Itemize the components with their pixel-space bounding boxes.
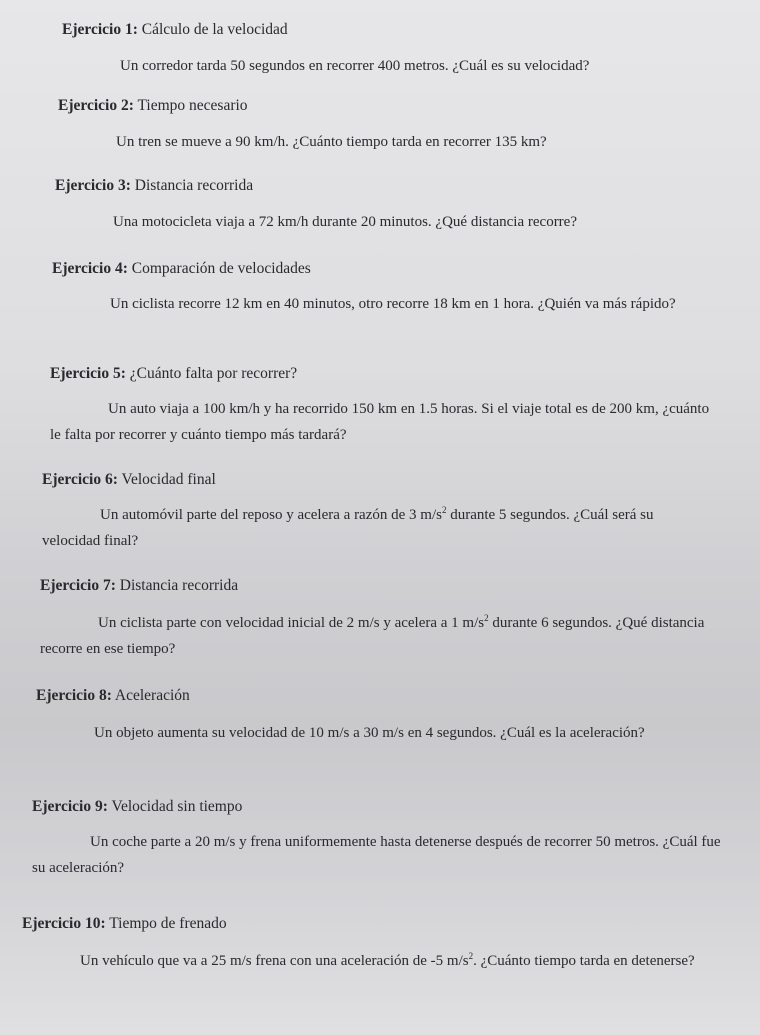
exercise-label: Ejercicio 1:: [62, 21, 138, 38]
exercise-statement: [40, 610, 710, 662]
exercise-label: Ejercicio 10:: [22, 915, 106, 932]
exercise-3: [55, 176, 715, 235]
exercise-title: Tiempo de frenado: [109, 915, 227, 932]
exercise-title: Tiempo necesario: [137, 97, 248, 114]
exercise-statement: Una motocicleta viaja a 72 km/h durante 20 minutos. ¿Qué distancia recorre?: [113, 214, 577, 230]
exercise-10: [22, 914, 732, 974]
exercise-statement: Un objeto aumenta su velocidad de 10 m/s a 30 m/s en 4 segundos. ¿Cuál es la aceleración?: [94, 725, 645, 741]
exercise-heading: [32, 797, 722, 817]
exercise-7: [40, 576, 710, 662]
exponent: 2: [441, 505, 447, 515]
exercise-label: Ejercicio 2:: [58, 97, 134, 114]
exercise-heading: [55, 176, 715, 196]
exercise-6: [42, 470, 707, 554]
statement-text: Un automóvil parte del reposo y acelera a razón de 3 m/s: [100, 507, 442, 523]
statement-text: durante 5 segundos. ¿Cuál será su velocidad final?: [42, 507, 654, 549]
exercise-heading: [62, 20, 712, 40]
exercise-title: Velocidad sin tiempo: [111, 798, 243, 815]
exercise-label: Ejercicio 9:: [32, 798, 108, 815]
exercise-heading: [52, 259, 702, 279]
exercise-5: [50, 364, 712, 448]
exercise-title: Cálculo de la velocidad: [141, 21, 288, 38]
exercise-title: ¿Cuánto falta por recorrer?: [129, 365, 298, 382]
exercise-title: Distancia recorrida: [134, 177, 254, 194]
exercise-title: Aceleración: [114, 687, 190, 704]
exercise-statement: [42, 502, 707, 554]
exercise-label: Ejercicio 6:: [42, 471, 118, 488]
exercise-title: Velocidad final: [121, 471, 216, 488]
exercise-label: Ejercicio 7:: [40, 577, 116, 594]
exercise-9: [32, 797, 722, 881]
exercise-title: Distancia recorrida: [119, 577, 239, 594]
exercise-label: Ejercicio 3:: [55, 177, 131, 194]
statement-text: durante 6 segundos. ¿Qué distancia recorre en ese tiempo?: [40, 615, 705, 657]
exercise-statement: Un auto viaja a 100 km/h y ha recorrido 150 km en 1.5 horas. Si el viaje total es de 200 km, ¿cuánto le falta por recorrer y cuánto tiempo más tardará?: [50, 401, 710, 443]
exercise-heading: [58, 96, 708, 116]
exercise-heading: [36, 686, 686, 706]
statement-text: Un vehículo que va a 25 m/s frena con una aceleración de -5 m/s: [80, 953, 469, 969]
exercise-2: [58, 96, 708, 155]
exercise-statement: [22, 948, 732, 974]
exponent: 2: [468, 951, 474, 961]
exercise-label: Ejercicio 4:: [52, 260, 128, 277]
exercise-statement: Un tren se mueve a 90 km/h. ¿Cuánto tiempo tarda en recorrer 135 km?: [116, 134, 547, 150]
exercise-heading: [40, 576, 710, 596]
exercise-statement: Un ciclista recorre 12 km en 40 minutos, otro recorre 18 km en 1 hora. ¿Quién va más rápido?: [110, 296, 676, 312]
exercise-heading: [22, 914, 732, 934]
statement-text: . ¿Cuánto tiempo tarda en detenerse?: [473, 953, 695, 969]
exercise-statement: Un coche parte a 20 m/s y frena uniformemente hasta detenerse después de recorrer 50 metros. ¿Cuál fue su aceleración?: [32, 834, 721, 876]
exercise-label: Ejercicio 8:: [36, 687, 112, 704]
exercise-4: [52, 259, 702, 317]
statement-text: Un ciclista parte con velocidad inicial de 2 m/s y acelera a 1 m/s: [98, 615, 485, 631]
exercise-label: Ejercicio 5:: [50, 365, 126, 382]
exponent: 2: [484, 613, 489, 623]
exercise-8: [36, 686, 686, 746]
exercise-title: Comparación de velocidades: [131, 260, 311, 277]
exercise-heading: [50, 364, 712, 384]
exercise-statement: Un corredor tarda 50 segundos en recorrer 400 metros. ¿Cuál es su velocidad?: [120, 58, 590, 74]
exercise-heading: [42, 470, 707, 490]
exercise-1: [62, 20, 712, 79]
